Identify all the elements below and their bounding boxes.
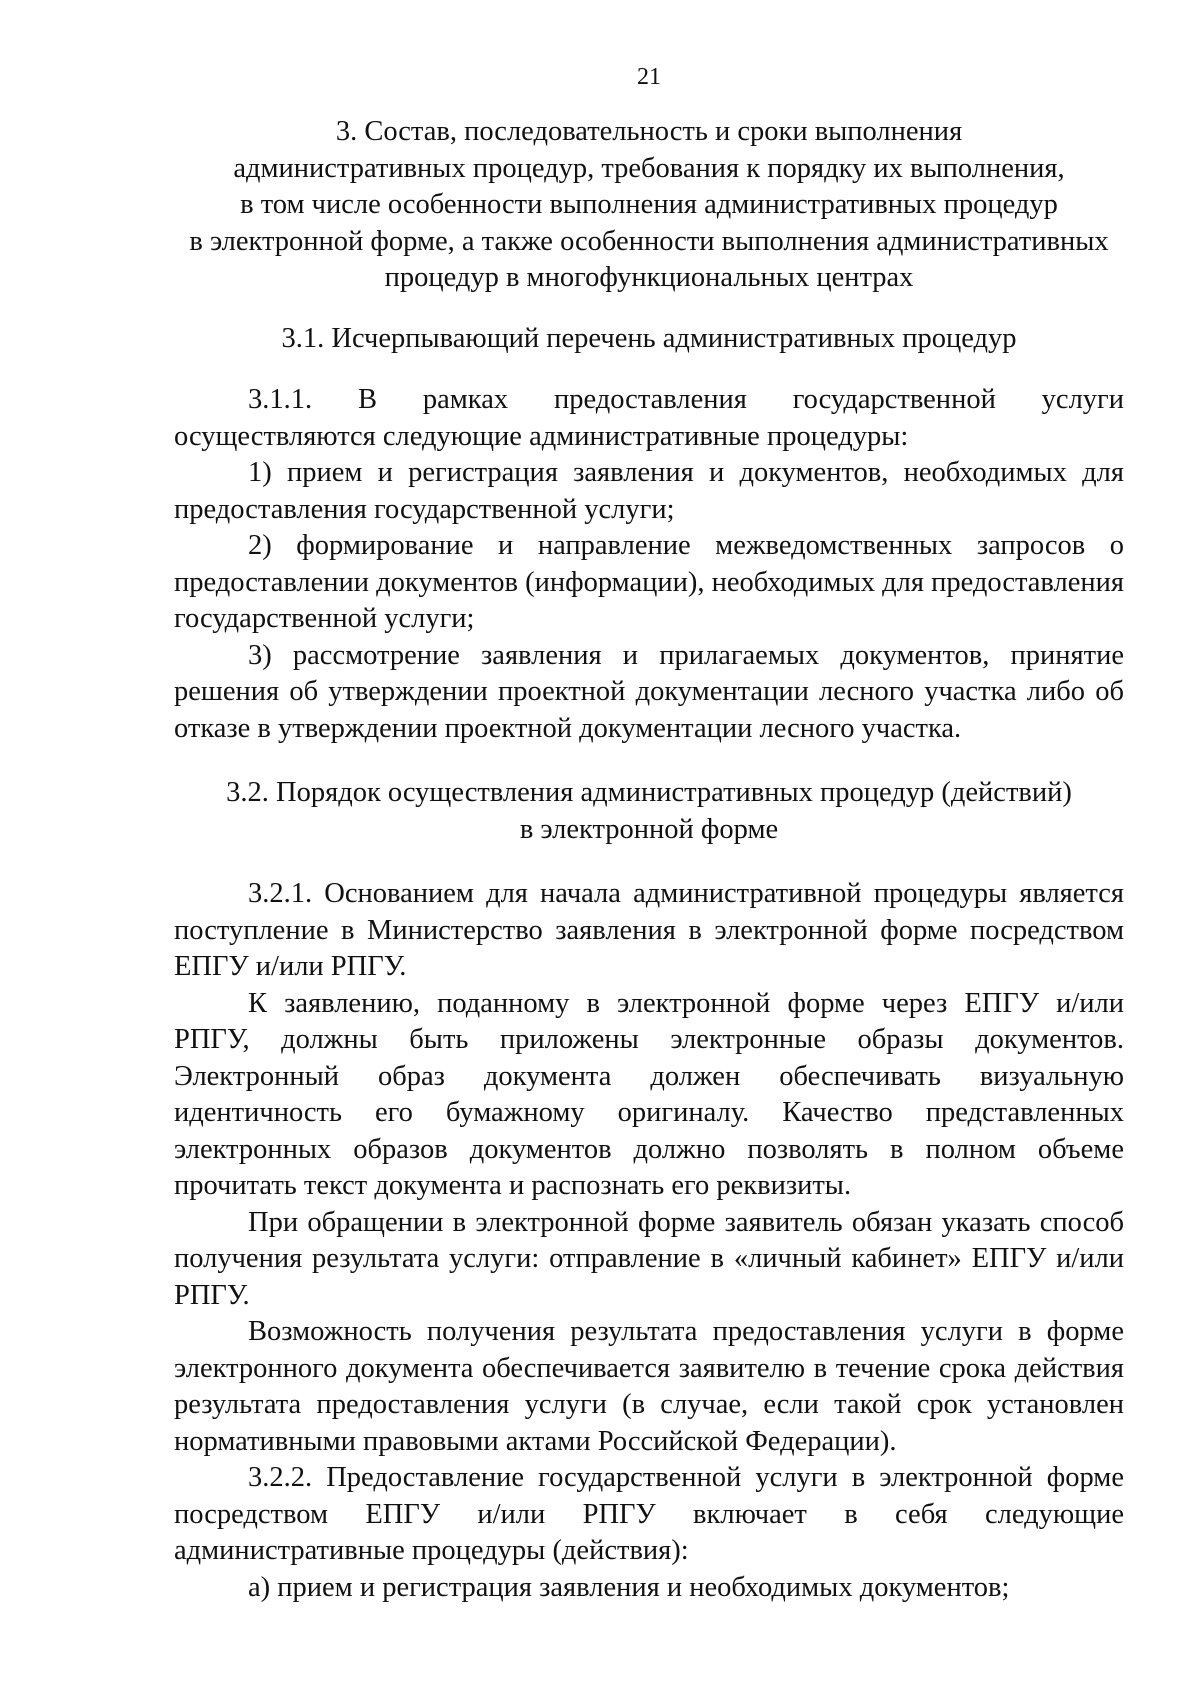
section-3-heading-line: административных процедур, требования к порядку их выполнения,	[233, 152, 1065, 184]
paragraph-3-1-1: 3.1.1. В рамках предоставления государственной услуги осуществляются следующие административные процедуры:	[174, 384, 1124, 452]
section-3-heading-line: 3. Состав, последовательность и сроки выполнения	[335, 116, 963, 147]
section-3-2-heading-line: в электронной форме	[519, 813, 779, 845]
section-3-heading-line: в том числе особенности выполнения административных процедур	[240, 189, 1058, 220]
section-3-1-heading: 3.1. Исчерпывающий перечень административных процедур	[281, 322, 1017, 354]
list-item-procedure-2: 2) формирование и направление межведомственных запросов о предоставлении документов (информации), необходимых для предоставления государственной услуги;	[174, 530, 1124, 634]
list-item-procedure-1: 1) прием и регистрация заявления и документов, необходимых для предоставления государственной услуги;	[174, 457, 1124, 525]
paragraph-result-method: При обращении в электронной форме заявитель обязан указать способ получения результата услуги: отправление в «личный кабинет» ЕПГУ и/или РПГУ.	[174, 1206, 1124, 1311]
paragraph-3-2-1: 3.2.1. Основанием для начала административной процедуры является поступление в Министерство заявления в электронной форме посредством ЕПГУ и/или РПГУ.	[174, 878, 1124, 982]
section-3-2-heading-line: 3.2. Порядок осуществления административных процедур (действий)	[226, 777, 1072, 808]
list-item-procedure-3: 3) рассмотрение заявления и прилагаемых документов, принятие решения об утверждении проектной документации лесного участка либо об отказе в утверждении проектной документации лесного участка.	[174, 639, 1124, 744]
document-page	[174, 62, 1124, 1606]
page-number: 21	[637, 64, 661, 90]
list-item-procedure-a: а) прием и регистрация заявления и необходимых документов;	[248, 1571, 1010, 1603]
section-3-2-heading	[174, 775, 1124, 848]
paragraph-electronic-result: Возможность получения результата предоставления услуги в форме электронного документа обеспечивается заявителю в течение срока действия результата предоставления услуги (в случае, если такой срок установлен нормативными правовыми актами Российской Федерации).	[174, 1316, 1124, 1457]
section-3-heading-line: процедур в многофункциональных центрах	[384, 262, 914, 293]
paragraph-3-2-2: 3.2.2. Предоставление государственной услуги в электронной форме посредством ЕПГУ и/или РПГУ включает в себя следующие административные процедуры (действия):	[174, 1462, 1124, 1566]
paragraph-electronic-images: К заявлению, поданному в электронной форме через ЕПГУ и/или РПГУ, должны быть приложены электронные образы документов. Электронный образ документа должен обеспечивать визуальную идентичность его бумажному оригиналу. Качество представленных электронных образов документов должно позволять в полном объеме прочитать текст документа и распознать его реквизиты.	[174, 987, 1124, 1201]
section-3-heading-line: в электронной форме, а также особенности выполнения административных	[189, 225, 1109, 257]
section-3-heading	[174, 114, 1124, 297]
